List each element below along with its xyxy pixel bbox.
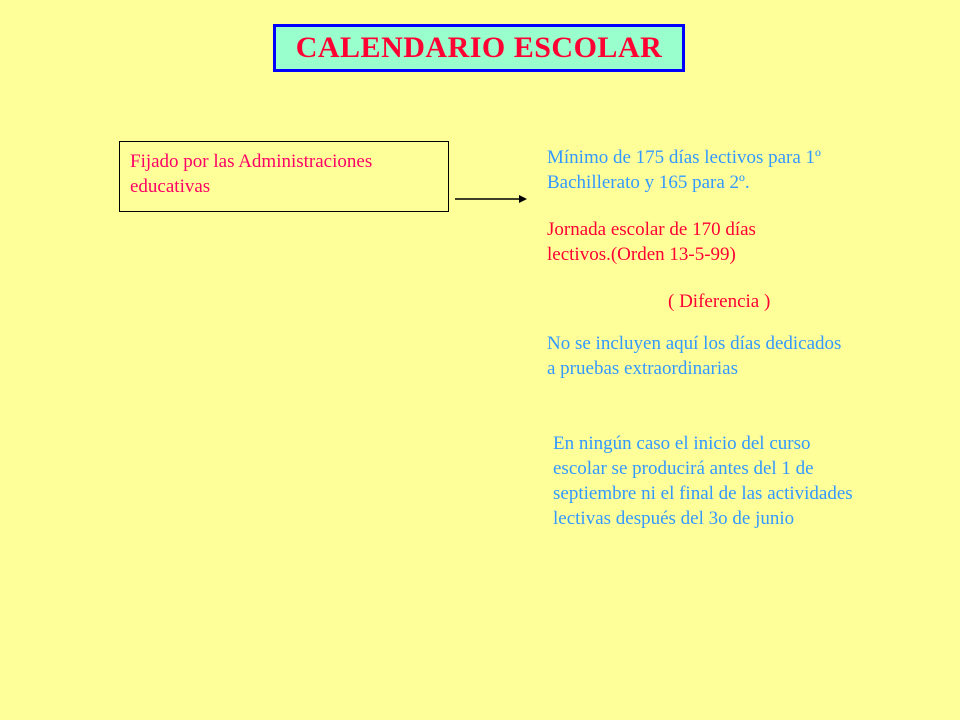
jornada-note [547,217,877,267]
page-title: CALENDARIO ESCOLAR [295,31,663,64]
ningun-line-2: escolar se producirá antes del 1 de [553,458,814,479]
no-incluyen-line-2: a pruebas extraordinarias [547,358,738,379]
source-line-2: educativas [130,176,211,197]
ningun-line-4: lectivas después del 3o de junio [553,508,795,529]
arrow-right-icon [455,192,527,206]
title-box [273,24,685,72]
ningun-caso-note [553,431,953,531]
jornada-line-1: Jornada escolar de 170 días [547,219,756,240]
ningun-line-1: En ningún caso el inicio del curso [553,433,811,454]
min-days-note [547,145,937,195]
source-box [119,141,449,212]
no-incluyen-note [547,331,947,381]
jornada-line-2: lectivos.(Orden 13-5-99) [547,244,736,265]
source-line-1: Fijado por las Administraciones [130,151,373,172]
ningun-line-3: septiembre ni el final de las actividades [553,483,853,504]
no-incluyen-line-1: No se incluyen aquí los días dedicados [547,333,842,354]
min-days-line-2: Bachillerato y 165 para 2º. [547,172,750,193]
min-days-line-1: Mínimo de 175 días lectivos para 1º [547,147,821,168]
diferencia-note: ( Diferencia ) [668,291,771,312]
